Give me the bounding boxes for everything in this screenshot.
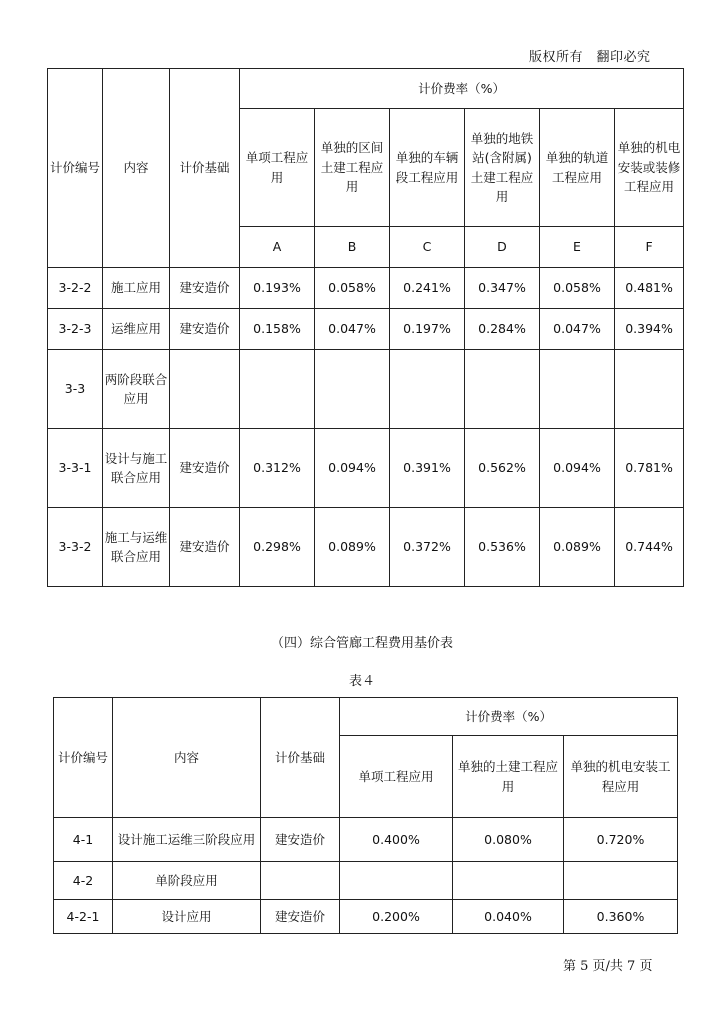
row-content: 施工与运维联合应用 <box>103 508 170 587</box>
row-code: 4-2-1 <box>54 900 113 934</box>
row-code: 3-2-3 <box>48 309 103 350</box>
row-basis: 建安造价 <box>170 508 240 587</box>
row-value: 0.372% <box>390 508 465 587</box>
header-col-mep: 单独的机电安装工程应用 <box>564 736 678 818</box>
row-value: 0.094% <box>540 429 615 508</box>
row-code: 4-1 <box>54 818 113 862</box>
table-row <box>54 900 678 934</box>
row-value: 0.481% <box>615 268 684 309</box>
row-value <box>615 350 684 429</box>
header-col-d: 单独的地铁站(含附属)土建工程应用 <box>465 109 540 227</box>
row-value: 0.241% <box>390 268 465 309</box>
row-basis: 建安造价 <box>261 818 340 862</box>
header-content: 内容 <box>113 698 261 818</box>
row-value: 0.347% <box>465 268 540 309</box>
row-content: 单阶段应用 <box>113 862 261 900</box>
row-code: 4-2 <box>54 862 113 900</box>
section-title: （四）综合管廊工程费用基价表 <box>270 636 453 651</box>
row-value: 0.089% <box>540 508 615 587</box>
header-col-b: 单独的区间土建工程应用 <box>315 109 390 227</box>
header-content: 内容 <box>103 69 170 268</box>
row-content: 设计与施工联合应用 <box>103 429 170 508</box>
row-value <box>465 350 540 429</box>
row-code: 3-3 <box>48 350 103 429</box>
copyright-note: 版权所有 翻印必究 <box>529 50 651 65</box>
header-letter-c: C <box>390 227 465 268</box>
table-row <box>48 309 684 350</box>
row-value <box>340 862 453 900</box>
row-value: 0.158% <box>240 309 315 350</box>
row-value <box>564 862 678 900</box>
row-basis: 建安造价 <box>261 900 340 934</box>
table-row <box>48 429 684 508</box>
table-row <box>54 818 678 862</box>
row-value: 0.536% <box>465 508 540 587</box>
row-value: 0.312% <box>240 429 315 508</box>
row-value: 0.394% <box>615 309 684 350</box>
header-col-single: 单项工程应用 <box>340 736 453 818</box>
row-basis: 建安造价 <box>170 309 240 350</box>
row-value: 0.781% <box>615 429 684 508</box>
header-letter-b: B <box>315 227 390 268</box>
row-content: 施工应用 <box>103 268 170 309</box>
row-value <box>390 350 465 429</box>
header-col-a: 单项工程应用 <box>240 109 315 227</box>
header-basis: 计价基础 <box>261 698 340 818</box>
row-value: 0.400% <box>340 818 453 862</box>
row-basis: 建安造价 <box>170 268 240 309</box>
row-value: 0.089% <box>315 508 390 587</box>
row-value: 0.298% <box>240 508 315 587</box>
row-value: 0.047% <box>540 309 615 350</box>
header-rate-group: 计价费率（%） <box>240 69 684 109</box>
table-row <box>48 350 684 429</box>
table-row <box>54 862 678 900</box>
header-letter-f: F <box>615 227 684 268</box>
header-col-civil: 单独的土建工程应用 <box>453 736 564 818</box>
header-code: 计价编号 <box>48 69 103 268</box>
row-value: 0.047% <box>315 309 390 350</box>
row-value <box>540 350 615 429</box>
row-basis <box>170 350 240 429</box>
row-content: 设计施工运维三阶段应用 <box>113 818 261 862</box>
row-value: 0.197% <box>390 309 465 350</box>
row-value <box>240 350 315 429</box>
row-value: 0.360% <box>564 900 678 934</box>
header-col-f: 单独的机电安装或装修工程应用 <box>615 109 684 227</box>
row-basis <box>261 862 340 900</box>
row-content: 设计应用 <box>113 900 261 934</box>
header-col-e: 单独的轨道工程应用 <box>540 109 615 227</box>
table-label: 表４ <box>348 674 375 689</box>
table-row <box>48 508 684 587</box>
row-value <box>453 862 564 900</box>
row-value: 0.720% <box>564 818 678 862</box>
row-code: 3-3-1 <box>48 429 103 508</box>
row-value: 0.284% <box>465 309 540 350</box>
row-value <box>315 350 390 429</box>
row-value: 0.744% <box>615 508 684 587</box>
row-value: 0.391% <box>390 429 465 508</box>
row-content: 两阶段联合应用 <box>103 350 170 429</box>
row-value: 0.193% <box>240 268 315 309</box>
row-basis: 建安造价 <box>170 429 240 508</box>
row-value: 0.058% <box>315 268 390 309</box>
row-content: 运维应用 <box>103 309 170 350</box>
rate-table-4 <box>53 697 678 934</box>
row-value: 0.058% <box>540 268 615 309</box>
header-letter-d: D <box>465 227 540 268</box>
header-rate-group: 计价费率（%） <box>340 698 678 736</box>
row-value: 0.080% <box>453 818 564 862</box>
rate-table-3 <box>47 68 684 587</box>
header-basis: 计价基础 <box>170 69 240 268</box>
row-value: 0.094% <box>315 429 390 508</box>
row-code: 3-2-2 <box>48 268 103 309</box>
header-letter-a: A <box>240 227 315 268</box>
table-row <box>48 268 684 309</box>
header-letter-e: E <box>540 227 615 268</box>
page-footer: 第 5 页/共 7 页 <box>563 959 653 974</box>
row-value: 0.040% <box>453 900 564 934</box>
row-value: 0.200% <box>340 900 453 934</box>
header-code: 计价编号 <box>54 698 113 818</box>
row-code: 3-3-2 <box>48 508 103 587</box>
header-col-c: 单独的车辆段工程应用 <box>390 109 465 227</box>
row-value: 0.562% <box>465 429 540 508</box>
